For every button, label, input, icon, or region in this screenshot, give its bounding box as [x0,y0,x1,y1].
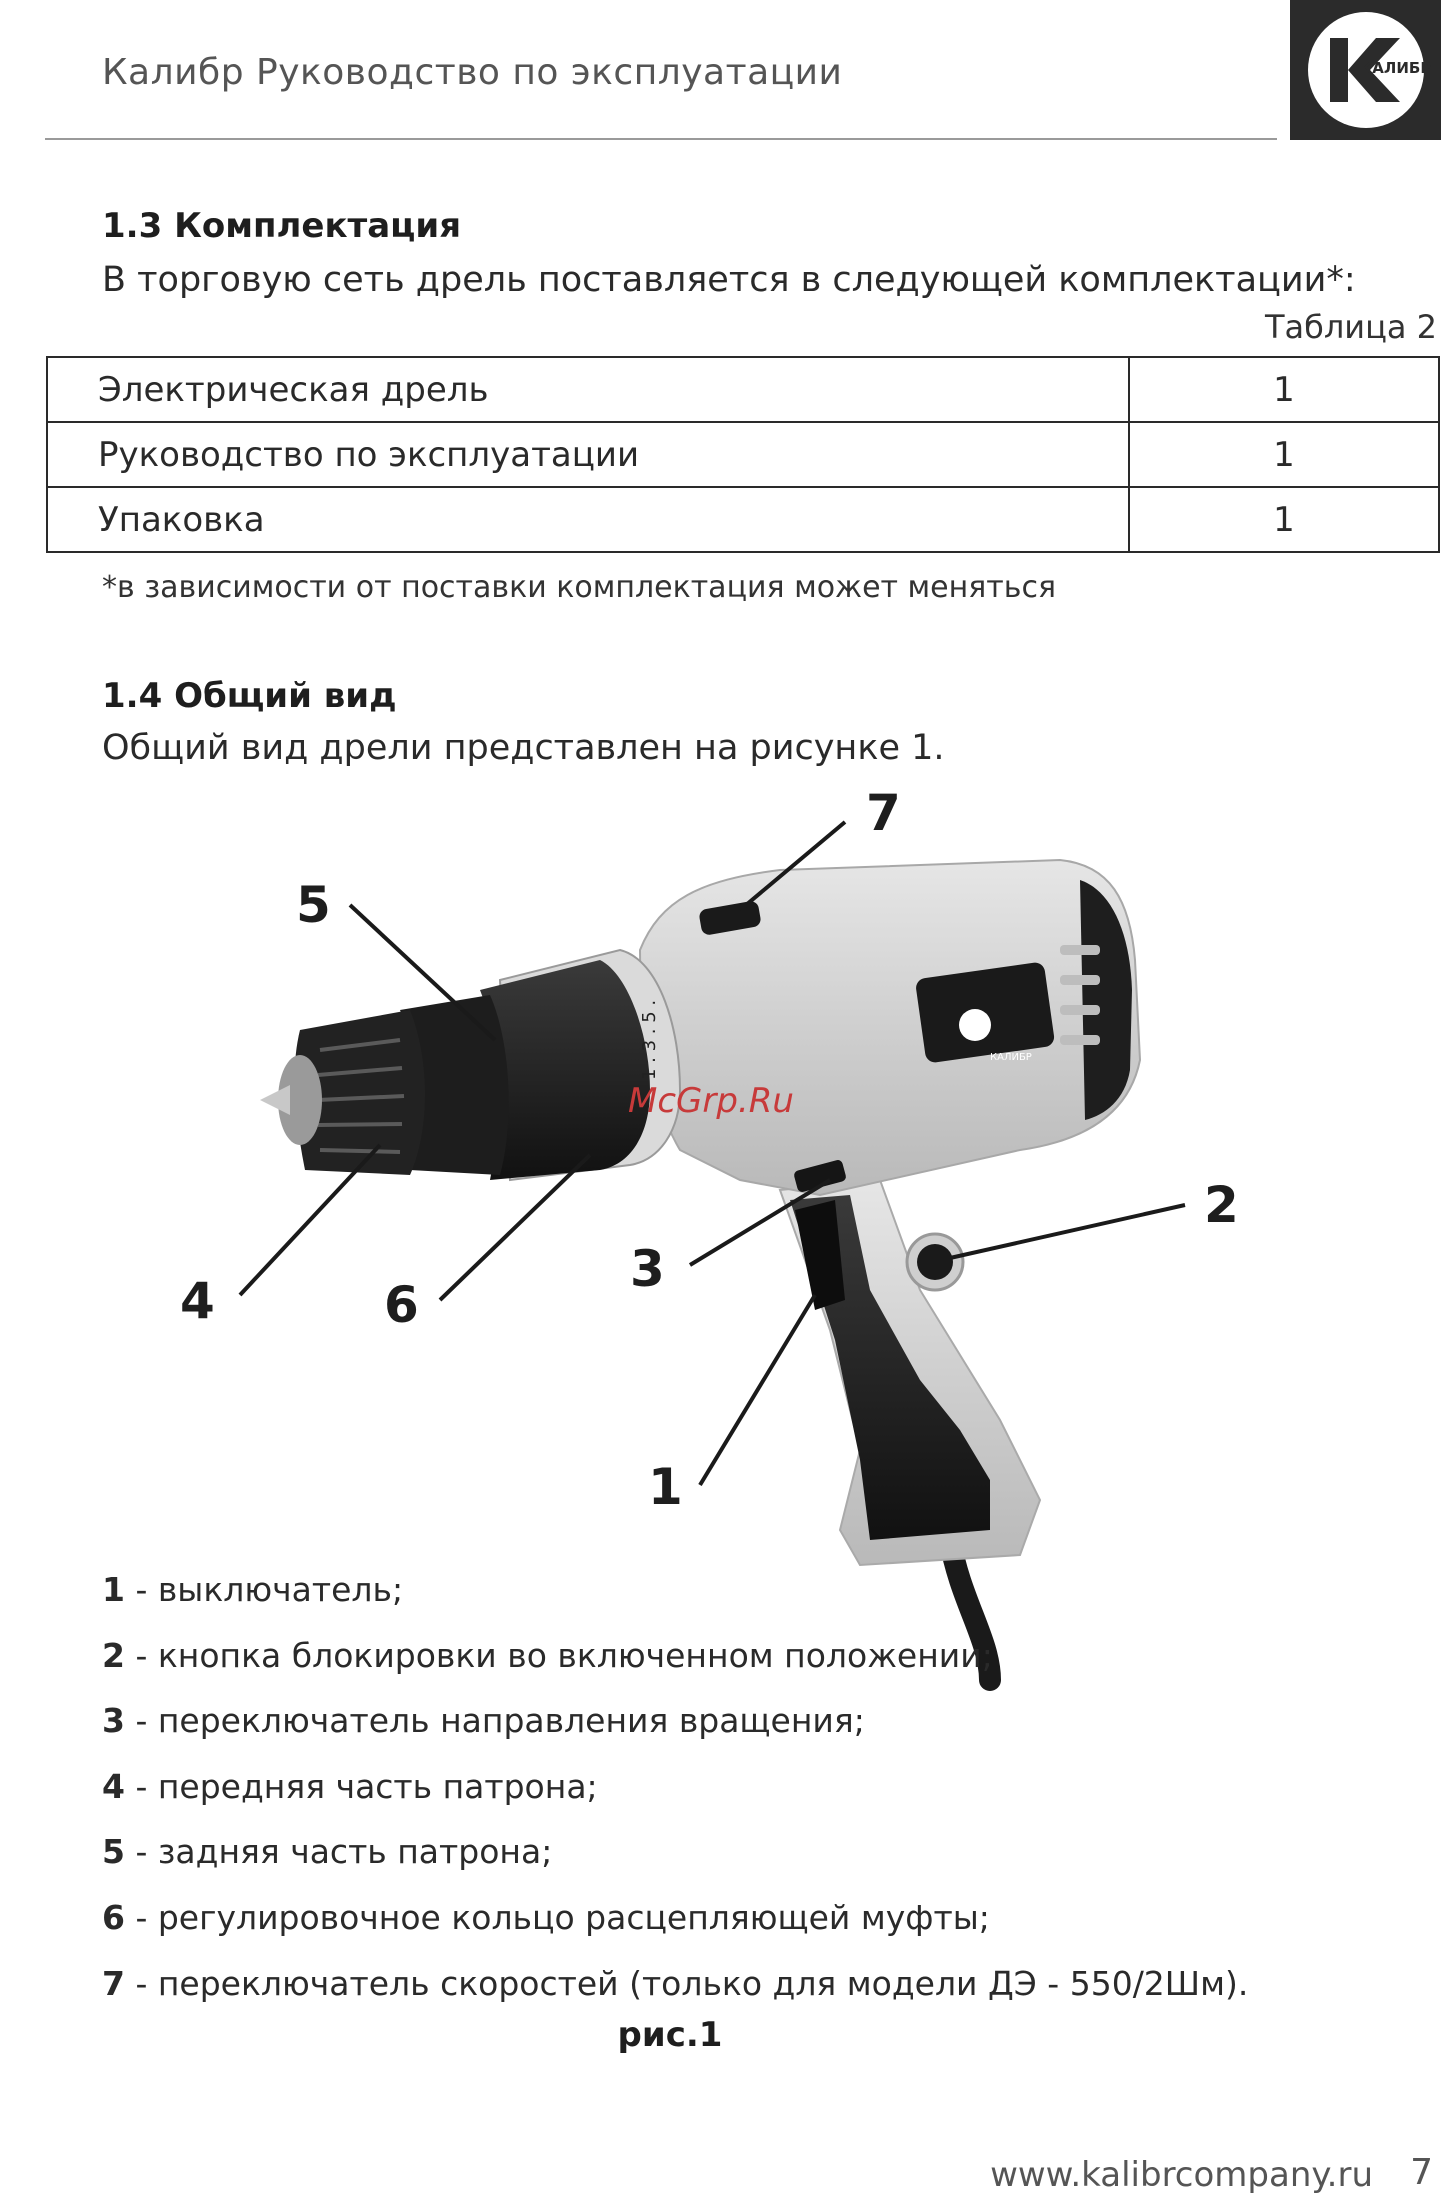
table-caption: Таблица 2 [1264,308,1437,346]
table-footnote: *в зависимости от поставки комплектация может меняться [102,570,1056,605]
legend-item [102,1767,598,1806]
legend-item [102,1570,403,1609]
legend-text: - задняя часть патрона; [124,1832,553,1871]
legend-number: 5 [102,1832,125,1871]
section-heading-kit: 1.3 Комплектация [102,206,462,246]
body-label-plate [915,961,1056,1063]
table-cell-qty: 1 [1129,357,1439,422]
leader-line-2 [950,1205,1185,1258]
callout-6: 6 [384,1276,419,1334]
table-cell-item: Электрическая дрель [47,357,1129,422]
footer-website-link[interactable]: www.kalibrcompany.ru [990,2155,1373,2195]
body-logo-text: КАЛИБР [990,1052,1032,1063]
table-cell-qty: 1 [1129,487,1439,552]
legend-number: 6 [102,1898,125,1937]
logo-wordmark: КАЛИБР [1360,59,1432,77]
legend-text: - кнопка блокировки во включенном положении; [124,1636,993,1675]
legend-text: - выключатель; [124,1570,404,1609]
callout-3: 3 [630,1240,665,1298]
table-cell-qty: 1 [1129,422,1439,487]
legend-text: - передняя часть патрона; [124,1767,598,1806]
body-logo-circle [959,1009,991,1041]
table-cell-item: Руководство по эксплуатации [47,422,1129,487]
page-number: 7 [1410,2152,1433,2193]
callout-7: 7 [866,784,901,842]
legend-number: 1 [102,1570,125,1609]
legend-item [102,1701,865,1740]
legend-number: 7 [102,1964,125,2003]
table-cell-item: Упаковка [47,487,1129,552]
section-text-kit: В торговую сеть дрель поставляется в следующей комплектации*: [102,260,1356,300]
section-heading-overview: 1.4 Общий вид [102,676,397,716]
legend-number: 4 [102,1767,125,1806]
legend-item [102,1636,993,1675]
legend-item [102,1832,552,1871]
callout-4: 4 [180,1272,215,1330]
legend-item [102,1964,1248,2003]
running-header-title: Калибр Руководство по эксплуатации [102,52,843,93]
section-text-overview: Общий вид дрели представлен на рисунке 1. [102,728,945,768]
callout-2: 2 [1204,1176,1239,1234]
watermark-text: McGrp.Ru [628,1081,794,1121]
legend-text: - регулировочное кольцо расцепляющей муфты; [124,1898,990,1937]
leader-line-1 [700,1295,815,1485]
lock-button [917,1244,953,1280]
chuck-jaws [260,1085,290,1115]
legend-text: - переключатель направления вращения; [124,1701,865,1740]
clutch-scale-text: 1 . 3 . 5 . [639,999,660,1080]
legend-item [102,1898,990,1937]
legend-number: 3 [102,1701,125,1740]
callout-5: 5 [296,876,331,934]
legend-number: 2 [102,1636,125,1675]
callout-1: 1 [648,1458,683,1516]
figure-caption: рис.1 [617,2015,723,2055]
legend-text: - переключатель скоростей (только для модели ДЭ - 550/2Шм). [124,1964,1249,2003]
